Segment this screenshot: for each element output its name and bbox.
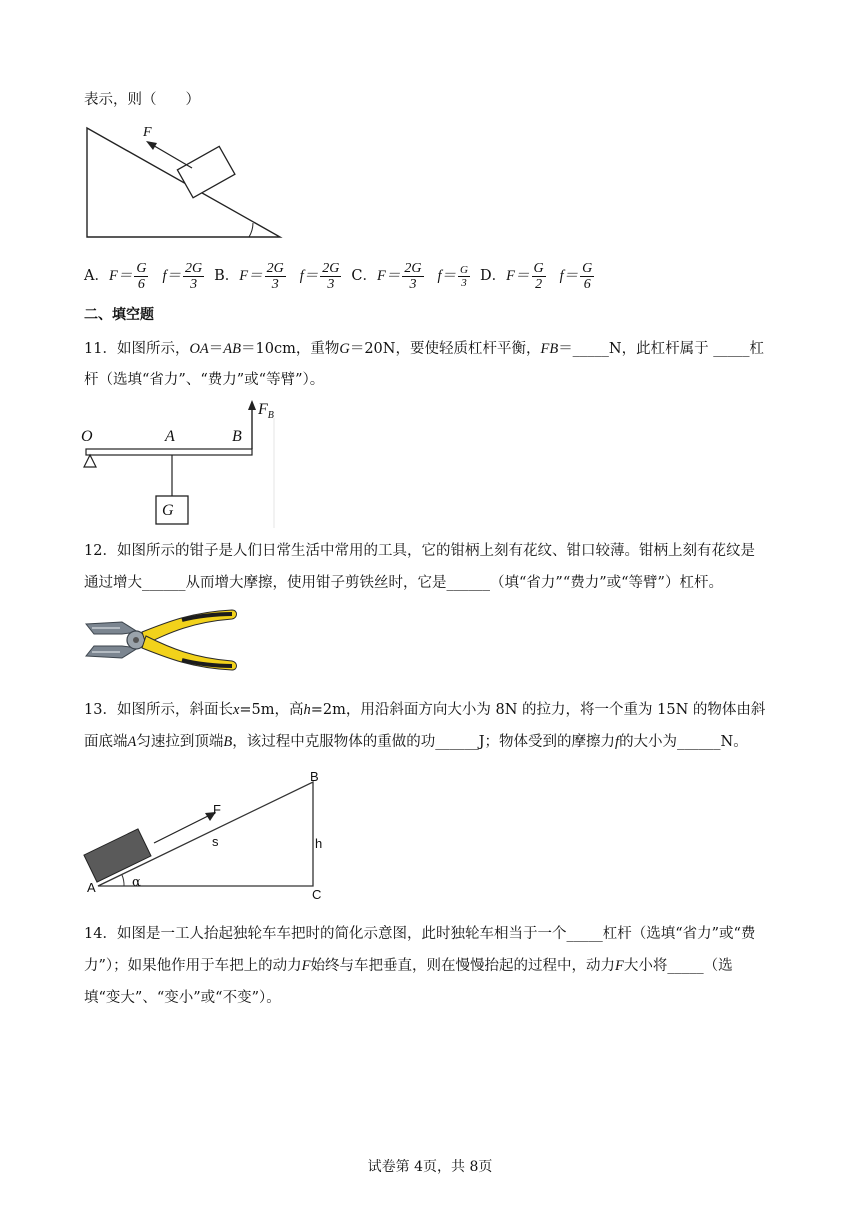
- q11-line1: 11．如图所示，OA＝AB＝10cm，重物G＝20N，要使轻质杠杆平衡，FB＝_____N，此杠杆属于 _____杠: [84, 341, 764, 357]
- label-alpha: α: [132, 875, 141, 890]
- q12-line1: 12．如图所示的钳子是人们日常生活中常用的工具，它的钳柄上刻有花纹、钳口较薄。钳柄上刻有花纹是: [84, 543, 755, 559]
- label-B2: B: [310, 769, 319, 784]
- label-B: B: [232, 428, 242, 445]
- page-footer: 试卷第 4页，共 8页: [367, 1159, 493, 1175]
- section-title: 二、填空题: [84, 307, 154, 323]
- option-c: C．F＝ $\frac{2G}{3}$ f＝ $\frac{G}{3}$: [351, 260, 468, 292]
- q10-options: [84, 258, 604, 294]
- label-A: A: [165, 428, 175, 445]
- label-C: C: [312, 887, 322, 902]
- label-FB: $F_B$: [258, 401, 274, 422]
- question-10-tail: 表示，则（ ）: [84, 92, 200, 108]
- q14-line3: 填“变大”、“变小”或“不变”）。: [84, 990, 281, 1006]
- figure-lever: [82, 398, 282, 530]
- q14-line2: 力”）；如果他作用于车把上的动力F始终与车把垂直，则在慢慢抬起的过程中，动力F大小将_____（选: [84, 958, 733, 974]
- label-h: h: [315, 836, 323, 851]
- label-s: s: [212, 834, 219, 849]
- option-d: D．F＝ $\frac{G}{2}$ f＝ $\frac{G}{6}$: [480, 260, 593, 292]
- pliers-image: [82, 606, 242, 678]
- figure-incline-block: [86, 124, 286, 244]
- force-label-F: F: [143, 125, 152, 140]
- q14-line1: 14．如图是一工人抬起独轮车车把时的简化示意图，此时独轮车相当于一个_____杠杆（选填“省力”或“费: [84, 926, 756, 942]
- label-G: G: [162, 502, 174, 519]
- figure-incline-abc: [84, 768, 334, 898]
- q11-line2: 杆（选填“省力”、“费力”或“等臂”）。: [84, 372, 325, 388]
- option-a: A．F＝ $\frac{G}{6}$ f＝ $\frac{2G}{3}$: [84, 260, 203, 292]
- label-A2: A: [87, 880, 96, 895]
- q13-line2: 面底端A匀速拉到顶端B，该过程中克服物体的重做的功______J；物体受到的摩擦力f的大小为______N。: [84, 734, 748, 750]
- label-F2: F: [213, 802, 221, 817]
- option-b: B．F＝ $\frac{2G}{3}$ f＝ $\frac{2G}{3}$: [214, 260, 340, 292]
- q12-line2: 通过增大______从而增大摩擦，使用钳子剪铁丝时，它是______（填“省力”“费力”或“等臂”）杠杆。: [84, 575, 723, 591]
- q13-line1: 13．如图所示，斜面长x=5m，高h=2m，用沿斜面方向大小为 8N 的拉力，将一个重为 15N 的物体由斜: [84, 702, 766, 718]
- label-O: O: [81, 428, 93, 445]
